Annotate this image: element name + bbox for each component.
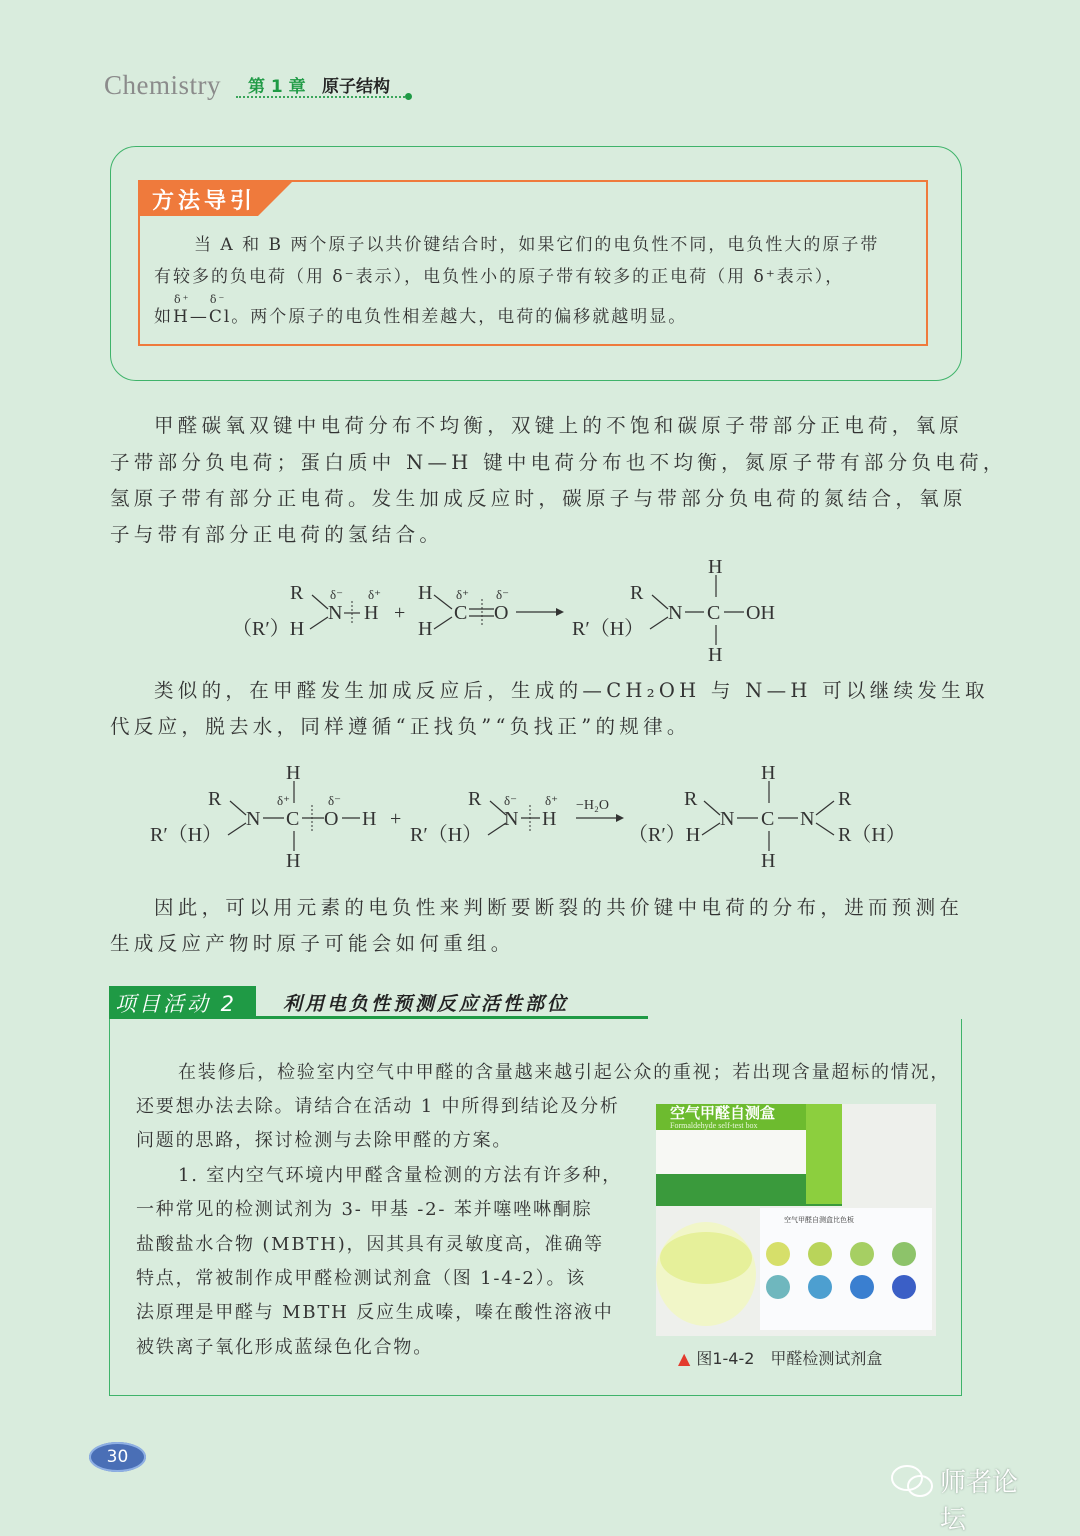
svg-text:+: + <box>390 808 402 830</box>
chapter-number: 第 1 章 <box>248 77 306 97</box>
svg-text:H: H <box>418 582 433 604</box>
watermark <box>890 1462 1040 1535</box>
svg-text:H: H <box>761 850 776 872</box>
svg-text:O: O <box>324 808 339 830</box>
svg-text:C: C <box>286 808 300 830</box>
header-divider <box>236 96 408 98</box>
svg-text:空气甲醛自测盒比色板: 空气甲醛自测盒比色板 <box>784 1216 854 1224</box>
method-guide-label: 方法导引 <box>152 189 257 214</box>
project-line-1: 在装修后，检验室内空气中甲醛的含量越来越引起公众的重视；若出现含量超标的情况， <box>178 1062 951 1083</box>
svg-text:H: H <box>286 850 301 872</box>
guide-line-3: 如 δ⁺ H— δ⁻ Cl。两个原子的电负性相差越大，电荷的偏移就越明显。 <box>154 293 688 327</box>
para2-line-1: 类似的，在甲醛发生加成反应后，生成的—CH₂OH 与 N—H 可以继续发生取 <box>154 679 989 702</box>
svg-text:R: R <box>684 788 698 810</box>
svg-text:H: H <box>364 602 379 624</box>
svg-text:（R′）H: （R′）H <box>232 618 305 640</box>
project-line-6: 盐酸盐水合物 (MBTH)，因其具有灵敏度高，准确等 <box>136 1234 604 1255</box>
svg-text:H: H <box>708 644 723 666</box>
formaldehyde-kit-photo <box>656 1104 936 1336</box>
watermark-text: 师者论坛 <box>940 1468 1019 1535</box>
svg-text:空气甲醛自测盒: 空气甲醛自测盒 <box>670 1106 776 1122</box>
svg-text:N: N <box>246 808 261 830</box>
project-line-7: 特点，常被制作成甲醛检测试剂盒（图 1-4-2）。该 <box>136 1268 587 1289</box>
svg-text:（R′）H: （R′）H <box>628 824 701 846</box>
para1-line-1: 甲醛碳氧双键中电荷分布不均衡，双键上的不饱和碳原子带部分正电荷，氧原 <box>154 414 964 437</box>
guide-line-2: 有较多的负电荷（用 δ⁻表示），电负性小的原子带有较多的正电荷（用 δ⁺表示）， <box>154 267 845 287</box>
brand-title: Chemistry <box>104 70 221 100</box>
project-line-2: 还要想办法去除。请结合在活动 1 中所得到结论及分析 <box>136 1096 620 1117</box>
para1-line-3: 氢原子带有部分正电荷。发生加成反应时，碳原子与带部分负电荷的氮结合，氧原 <box>110 487 967 510</box>
svg-text:δ⁺: δ⁺ <box>545 793 558 808</box>
para2-line-2: 代反应，脱去水，同样遵循“正找负”“负找正”的规律。 <box>110 715 691 738</box>
page-number-badge <box>89 1442 146 1472</box>
method-guide-tag <box>138 180 294 216</box>
wechat-icon <box>890 1464 934 1498</box>
svg-text:C: C <box>454 602 468 624</box>
caption-triangle-icon: ▲ <box>678 1349 691 1368</box>
para1-line-2: 子带部分负电荷；蛋白质中 N—H 键中电荷分布也不均衡，氮原子带有部分负电荷， <box>110 451 1007 474</box>
svg-text:R: R <box>290 582 304 604</box>
svg-text:H: H <box>418 618 433 640</box>
svg-text:H: H <box>286 762 301 784</box>
svg-text:N: N <box>328 602 343 624</box>
svg-text:δ⁻: δ⁻ <box>496 587 509 602</box>
para3-line-2: 生成反应产物时原子可能会如何重组。 <box>110 932 515 955</box>
svg-text:H: H <box>542 808 557 830</box>
svg-text:R: R <box>838 788 852 810</box>
svg-text:δ⁺: δ⁺ <box>368 587 381 602</box>
page-number: 30 <box>106 1447 129 1467</box>
svg-text:δ⁻: δ⁻ <box>328 793 341 808</box>
svg-text:R: R <box>208 788 222 810</box>
svg-text:δ⁻: δ⁻ <box>330 587 343 602</box>
project-activity-label: 项目活动 2 <box>115 992 238 1016</box>
svg-text:+: + <box>394 602 406 624</box>
svg-text:R: R <box>630 582 644 604</box>
svg-text:δ⁺: δ⁺ <box>277 793 290 808</box>
svg-text:N: N <box>668 602 683 624</box>
chapter-title: 原子结构 <box>322 77 390 97</box>
svg-text:O: O <box>494 602 509 624</box>
project-line-8: 法原理是甲醛与 MBTH 反应生成嗪，嗪在酸性溶液中 <box>136 1302 614 1323</box>
svg-text:R′（H）: R′（H） <box>150 824 223 846</box>
svg-text:Formaldehyde self-test box: Formaldehyde self-test box <box>670 1121 758 1130</box>
para3-line-1: 因此，可以用元素的电负性来判断要断裂的共价键中电荷的分布，进而预测在 <box>154 896 964 919</box>
project-line-4: 1. 室内空气环境内甲醛含量检测的方法有许多种， <box>178 1165 623 1186</box>
svg-text:δ⁻: δ⁻ <box>504 793 517 808</box>
svg-text:δ⁺: δ⁺ <box>456 587 469 602</box>
project-line-3: 问题的思路，探讨检测与去除甲醛的方案。 <box>136 1130 513 1151</box>
figure-caption: ▲ 图1-4-2 甲醛检测试剂盒 <box>678 1349 883 1368</box>
project-line-5: 一种常见的检测试剂为 3- 甲基 -2- 苯并噻唑啉酮腙 <box>136 1199 593 1220</box>
svg-text:−H₂O: −H₂O <box>576 798 609 813</box>
reaction-1-diagram <box>220 553 820 668</box>
para1-line-4: 子与带有部分正电荷的氢结合。 <box>110 523 444 546</box>
project-line-9: 被铁离子氧化形成蓝绿色化合物。 <box>136 1337 433 1358</box>
svg-text:R′（H）: R′（H） <box>572 618 645 640</box>
svg-text:R: R <box>468 788 482 810</box>
svg-text:N: N <box>504 808 519 830</box>
reaction-2-diagram <box>148 757 928 877</box>
svg-text:H: H <box>708 556 723 578</box>
svg-text:H: H <box>362 808 377 830</box>
header-dot <box>405 93 412 100</box>
svg-text:OH: OH <box>746 602 775 624</box>
svg-text:N: N <box>800 808 815 830</box>
guide-line-1: 当 A 和 B 两个原子以共价键结合时，如果它们的电负性不同，电负性大的原子带 <box>194 235 880 255</box>
svg-text:C: C <box>761 808 775 830</box>
svg-text:R（H）: R（H） <box>838 824 906 846</box>
svg-text:R′（H）: R′（H） <box>410 824 483 846</box>
project-activity-tag <box>109 986 256 1019</box>
svg-text:C: C <box>707 602 721 624</box>
svg-text:H: H <box>761 762 776 784</box>
svg-text:N: N <box>720 808 735 830</box>
project-activity-title: 利用电负性预测反应活性部位 <box>283 993 570 1015</box>
